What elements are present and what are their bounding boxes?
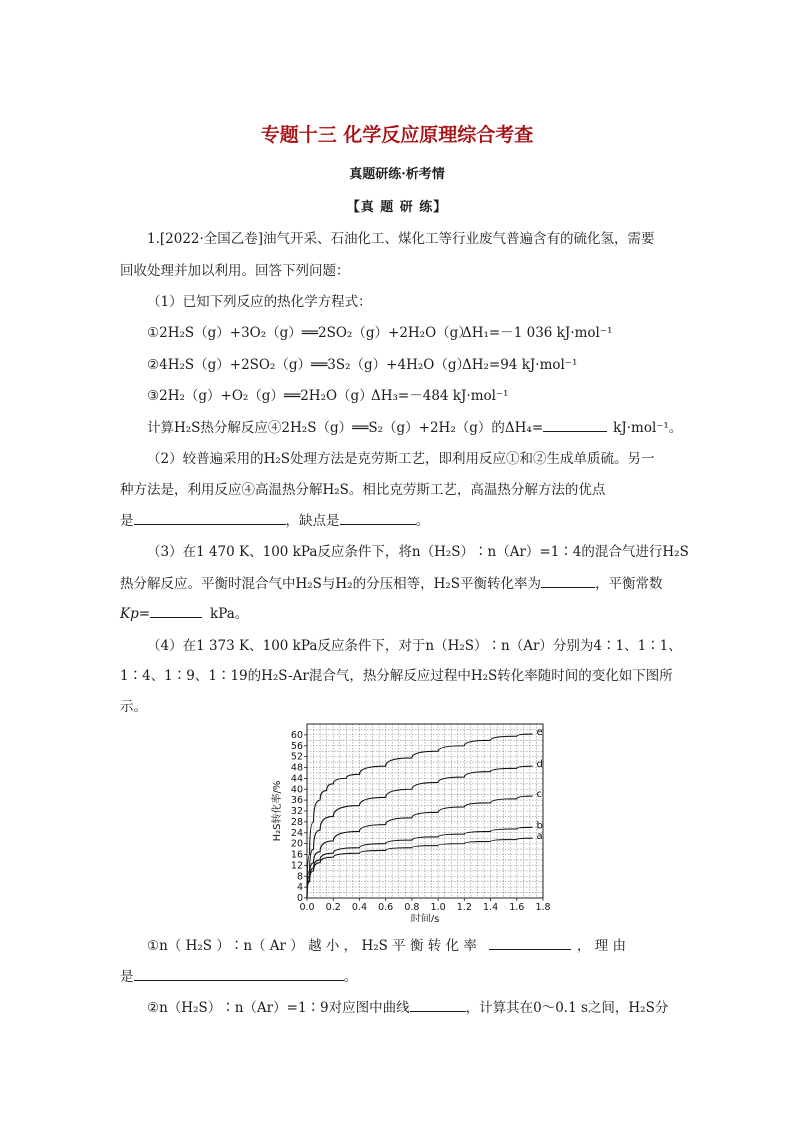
part2-text-b: ，缺点是: [285, 513, 340, 529]
x-tick-label: 0.8: [404, 902, 420, 913]
equation-2-enthalpy: ΔH₂=94 kJ·mol⁻¹: [462, 357, 578, 373]
y-axis-label: H₂S转化率/%: [272, 780, 283, 842]
x-tick-label: 1.4: [483, 902, 499, 913]
page-title: 专题十三 化学反应原理综合考查: [260, 124, 534, 146]
part3-line-1: （3）在1 470 K、100 kPa反应条件下，将n（H₂S）∶n（Ar）=1∶4的混合气进行H₂S: [147, 544, 689, 560]
part3-line-3: [120, 603, 248, 624]
y-tick-label: 36: [290, 795, 303, 807]
y-tick-label: 60: [290, 729, 303, 741]
subq1-line-2: [120, 966, 357, 987]
section-heading: 【真 题 研 练】: [346, 200, 448, 215]
subq2-text-a: ②n（H₂S）∶n（Ar）=1∶9对应图中曲线: [147, 1000, 410, 1016]
part3-line-2: [120, 573, 663, 594]
kp-symbol: Kp=: [120, 606, 151, 622]
part3-text-a: 热分解反应。平衡时混合气中H₂S与H₂的分压相等，H₂S平衡转化率为: [120, 576, 542, 592]
page-subtitle: 真题研练·析考情: [349, 167, 445, 182]
x-tick-label: 1.0: [430, 902, 446, 913]
y-tick-label: 4: [296, 882, 303, 894]
part2-text-a: 是: [120, 513, 134, 529]
series-label-c: c: [536, 789, 543, 801]
equation-1-enthalpy: ΔH₁=－1 036 kJ·mol⁻¹: [462, 325, 613, 341]
part4-line-3: 示。: [120, 699, 147, 715]
y-tick-label: 20: [290, 838, 303, 850]
series-line-a: [307, 838, 533, 898]
answer-blank-curve[interactable]: [410, 997, 466, 1012]
x-tick-label: 0.6: [378, 902, 394, 913]
equation-1: ①2H₂S（g）+3O₂（g）══2SO₂（g）+2H₂O（g）: [147, 325, 472, 341]
question-intro-line-1: 1.[2022·全国乙卷]油气开采、石油化工、煤化工等行业废气普遍含有的硫化氢，需要: [147, 231, 655, 247]
answer-blank-advantage[interactable]: [134, 510, 286, 525]
x-axis-label: 时间/s: [410, 914, 440, 922]
x-tick-label: 1.8: [535, 902, 551, 913]
y-tick-label: 8: [296, 871, 303, 883]
answer-blank-trend[interactable]: [489, 935, 571, 950]
series-line-c: [307, 796, 533, 898]
y-tick-label: 24: [290, 827, 303, 839]
equation-3-enthalpy: ΔH₃=－484 kJ·mol⁻¹: [371, 388, 509, 404]
series-label-d: d: [536, 759, 543, 771]
conversion-chart-svg: [268, 722, 558, 922]
series-label-b: b: [536, 820, 543, 832]
part1-heading: （1）已知下列反应的热化学方程式：: [147, 294, 372, 310]
y-tick-label: 32: [290, 806, 303, 817]
part2-line-2: 种方法是，利用反应④高温热分解H₂S。相比克劳斯工艺，高温热分解方法的优点: [120, 482, 606, 498]
subq2-line: [147, 997, 668, 1018]
y-tick-label: 40: [290, 784, 303, 796]
x-tick-label: 1.2: [456, 902, 472, 913]
x-tick-label: 0.0: [299, 902, 315, 913]
conversion-chart: [268, 722, 558, 922]
equation-2: ②4H₂S（g）+2SO₂（g）══3S₂（g）+4H₂O（g）: [147, 357, 470, 373]
y-tick-label: 48: [290, 762, 303, 774]
part4-line-1: （4）在1 373 K、100 kPa反应条件下，对于n（H₂S）∶n（Ar）分别为4∶1、1∶1、: [147, 638, 682, 654]
calc-unit: kJ·mol⁻¹。: [613, 420, 683, 436]
subq1-text-d: 。: [343, 969, 357, 985]
answer-blank-kp[interactable]: [150, 603, 202, 618]
answer-blank-dh4[interactable]: [543, 417, 607, 432]
answer-blank-conversion[interactable]: [541, 573, 595, 588]
calc-text: 计算H₂S热分解反应④2H₂S（g）══S₂（g）+2H₂（g）的ΔH₄=: [147, 420, 544, 436]
part2-line-3: [120, 510, 429, 531]
part3-unit: kPa。: [210, 606, 249, 622]
y-tick-label: 28: [290, 816, 303, 828]
answer-blank-reason[interactable]: [134, 966, 344, 981]
series-label-e: e: [536, 727, 543, 739]
y-tick-label: 0: [296, 893, 303, 904]
series-label-a: a: [536, 831, 543, 843]
series-line-e: [307, 734, 533, 898]
series-line-d: [307, 766, 533, 898]
subq1-text-c: 是: [120, 969, 134, 985]
y-tick-label: 44: [290, 773, 303, 785]
part4-line-2: 1∶4、1∶9、1∶19的H₂S-Ar混合气，热分解反应过程中H₂S转化率随时间的变化如下图所: [120, 668, 673, 684]
y-tick-label: 52: [290, 751, 303, 763]
y-tick-label: 56: [290, 740, 303, 752]
x-tick-label: 0.4: [351, 902, 367, 913]
question-intro-line-2: 回收处理并加以利用。回答下列问题：: [120, 263, 350, 279]
x-tick-label: 0.2: [325, 902, 341, 913]
subq1-text-b: ， 理 由: [576, 938, 626, 954]
equation-3: ③2H₂（g）+O₂（g）══2H₂O（g）: [147, 388, 373, 404]
subq1-text-a: ①n（ H₂S ）∶n（ Ar ） 越 小 ， H₂S 平 衡 转 化 率: [147, 938, 477, 954]
part2-line-1: （2）较普遍采用的H₂S处理方法是克劳斯工艺，即利用反应①和②生成单质硫。另一: [147, 451, 655, 467]
subq2-text-b: ，计算其在0～0.1 s之间，H₂S分: [465, 1000, 669, 1016]
part2-text-c: 。: [415, 513, 429, 529]
x-tick-label: 1.6: [509, 902, 525, 913]
calc-line: [147, 417, 682, 438]
y-tick-label: 16: [290, 849, 303, 861]
part3-text-b: ，平衡常数: [595, 576, 663, 592]
answer-blank-disadvantage[interactable]: [340, 510, 416, 525]
subq1-line-1: [147, 935, 626, 956]
y-tick-label: 12: [290, 860, 303, 872]
